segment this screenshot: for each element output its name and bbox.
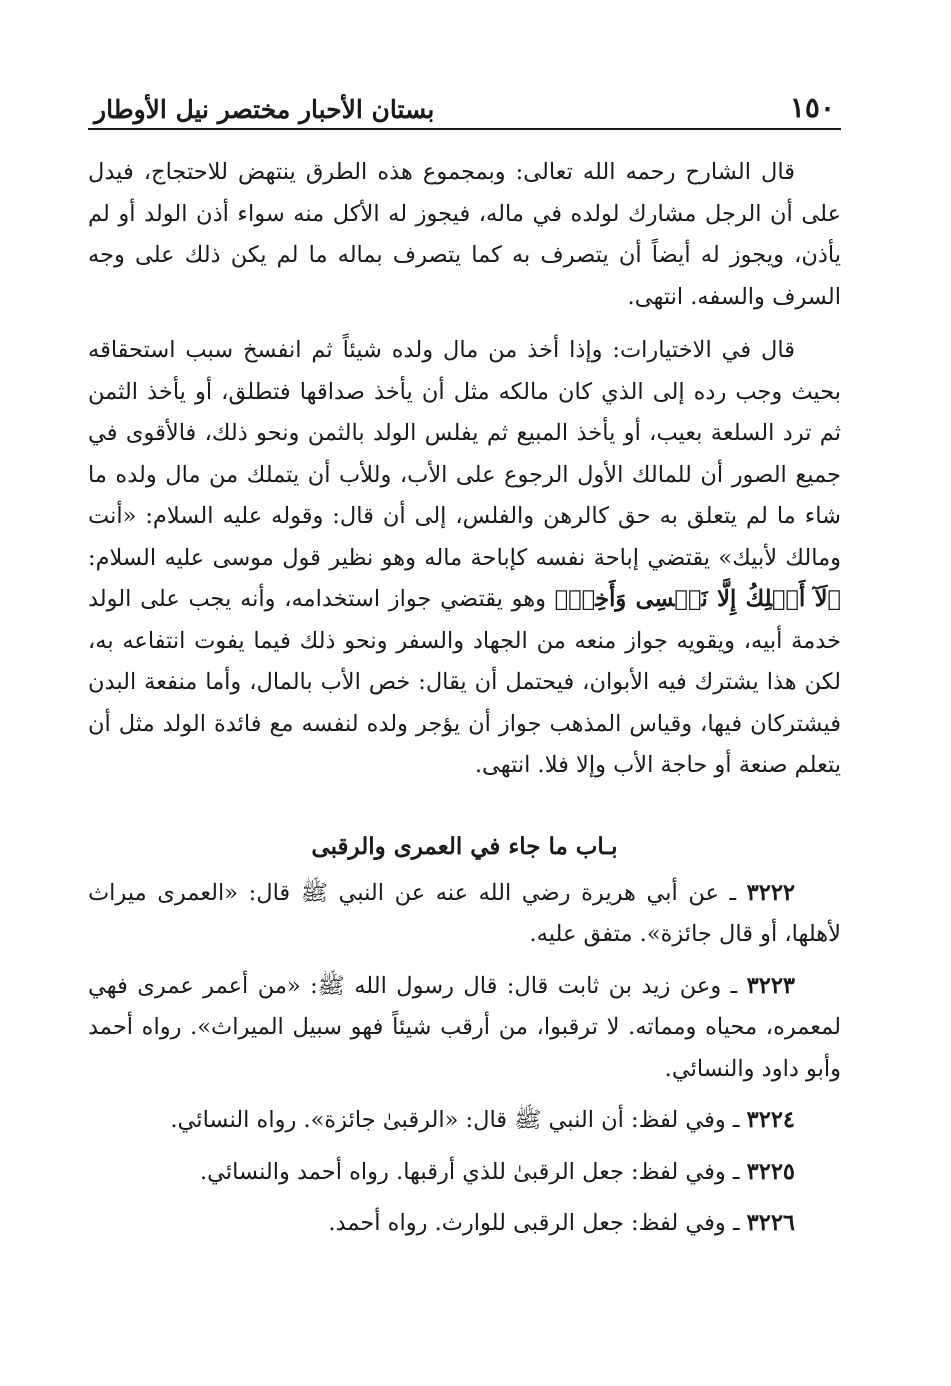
page-header (88, 80, 841, 130)
hadith-3225 (88, 1152, 841, 1194)
commentary-paragraph-1: قال الشارح رحمه الله تعالى: وبمجموع هذه الطرق ينتهض للاحتجاج، فيدل على أن الرجل مشارك لولده في ماله، فيجوز له الأكل منه سواء أذن الولد أو لم يأذن، ويجوز له أيضاً أن يتصرف به كما يتصرف بماله ما لم يكن ذلك على وجه السرف والسفه. انتهى. (88, 159, 841, 310)
paragraph-2-text-before: قال في الاختيارات: وإذا أخذ من مال ولده شيئاً ثم انفسخ سبب استحقاقه بحيث وجب رده إلى الذي كان مالكه مثل أن يأخذ صداقها فتطلق، أو يأخذ الثمن ثم ترد السلعة بعيب، أو يأخذ المبيع ثم يفلس الولد بالثمن ونحو ذلك، فالأقوى في جميع الصور أن للمالك الأول الرجوع على الأب، وللأب أن يتملك من مال ولده ما شاء ما لم يتعلق به حق كالرهن والفلس، إلى أن قال: وقوله عليه السلام: «أنت ومالك لأبيك» يقتضي إباحة نفسه كإباحة ماله وهو نظير قول موسى عليه السلام: (88, 337, 841, 571)
commentary-paragraph-2 (88, 330, 841, 787)
hadith-text: ـ عن أبي هريرة رضي الله عنه عن النبي ﷺ قال: «العمرى ميراث لأهلها، أو قال جائزة». متفق عليه. (88, 879, 841, 947)
page-content (88, 152, 841, 1245)
hadith-text: ـ وفي لفظ: جعل الرقبى للوارث. رواه أحمد. (328, 1210, 747, 1236)
hadith-3224 (88, 1100, 841, 1142)
book-page (88, 80, 841, 1370)
hadith-3222 (88, 873, 841, 956)
running-title: بستان الأحبار مختصر نيل الأوطار (94, 95, 435, 124)
hadith-number: ٣٢٢٢ (746, 879, 795, 906)
hadith-number: ٣٢٢٦ (746, 1210, 795, 1236)
hadith-3226 (88, 1203, 841, 1245)
chapter-heading: بـاب ما جاء في العمرى والرقبى (311, 832, 618, 860)
hadith-text: ـ وفي لفظ: أن النبي ﷺ قال: «الرقبىٰ جائزة». رواه النسائي. (170, 1107, 747, 1133)
hadith-number: ٣٢٢٤ (746, 1107, 795, 1133)
page-number: ١٥٠ (789, 91, 835, 124)
hadith-number: ٣٢٢٥ (746, 1158, 795, 1185)
hadith-number: ٣٢٢٣ (746, 972, 795, 999)
paragraph-2-text-after: وهو يقتضي جواز استخدامه، وأنه يجب على الولد خدمة أبيه، ويقويه جواز منعه من الجهاد والسفر ونحو ذلك فيما يفوت انتفاعه به، لكن هذا يشترك فيه الأبوان، فيحتمل أن يقال: خص الأب بالمال، وأما منفعة البدن فيشتركان فيها، وقياس المذهب جواز أن يؤجر ولده لنفسه مع فائدة الولد مثل أن يتعلم صنعة أو حاجة الأب وإلا فلا. انتهى. (88, 586, 841, 778)
hadith-text: ـ وفي لفظ: جعل الرقبىٰ للذي أرقبها. رواه أحمد والنسائي. (199, 1158, 747, 1185)
hadith-3223 (88, 966, 841, 1091)
quran-verse: ﴿لَآ أَمۡلِكُ إِلَّا نَفۡسِى وَأَخِىۖ﴾ (554, 586, 842, 612)
hadith-text: ـ وعن زيد بن ثابت قال: قال رسول الله ﷺ: «من أعمر عمرى فهي لمعمره، محياه ومماته. لا ترقبوا، من أرقب شيئاً فهو سبيل الميراث». رواه أحمد وأبو داود والنسائي. (88, 972, 841, 1082)
